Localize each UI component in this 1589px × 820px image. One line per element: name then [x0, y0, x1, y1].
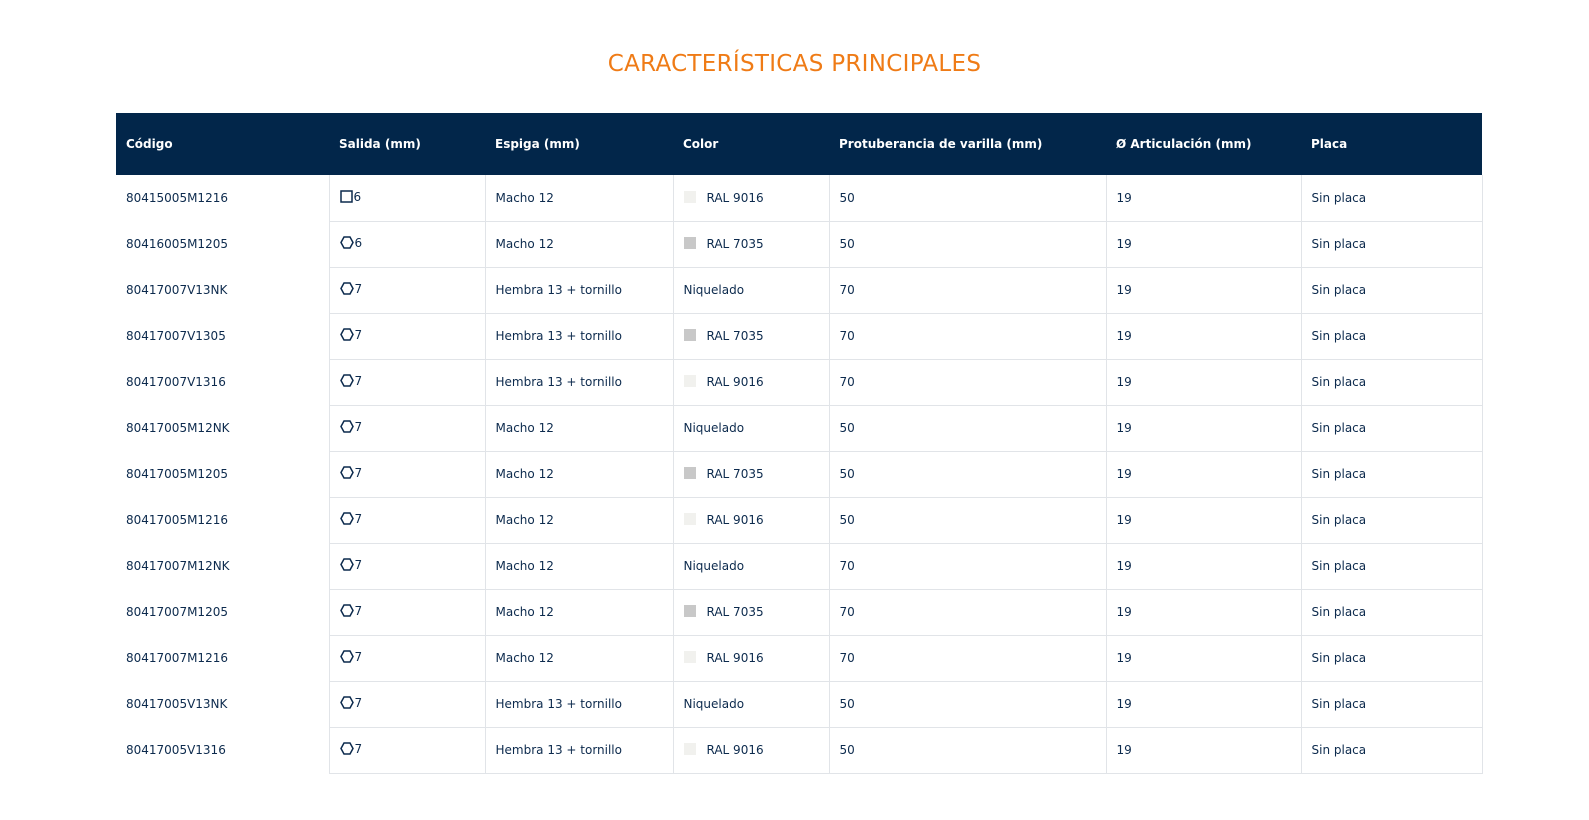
- cell-spigot: Hembra 13 + tornillo: [485, 313, 673, 359]
- cell-joint: 19: [1106, 313, 1301, 359]
- cell-outlet-value: 7: [354, 282, 363, 296]
- cell-color-value: RAL 9016: [706, 190, 764, 205]
- color-swatch: [684, 605, 696, 617]
- cell-color-value: RAL 7035: [706, 467, 764, 481]
- header-protrusion: Protuberancia de varilla (mm): [839, 137, 1043, 151]
- cell-protrusion: 70: [829, 313, 1106, 359]
- cell-color: [673, 221, 829, 267]
- cell-joint: 19: [1106, 543, 1301, 589]
- cell-code: 80417005V1316: [126, 743, 226, 757]
- cell-code: 80417007V1305: [126, 329, 226, 343]
- cell-code: 80417007V1316: [126, 375, 226, 389]
- cell-outlet-value: 6: [353, 189, 362, 204]
- cell-joint: 19: [1106, 727, 1301, 773]
- cell-plate: Sin placa: [1301, 221, 1482, 267]
- cell-joint: 19: [1106, 497, 1301, 543]
- hexagon-icon: [340, 742, 354, 758]
- table-row: [116, 635, 1482, 681]
- cell-outlet: [329, 359, 485, 405]
- cell-color-value: RAL 9016: [706, 651, 764, 665]
- cell-code: 80417007M1216: [126, 651, 228, 665]
- cell-plate: Sin placa: [1301, 589, 1482, 635]
- cell-joint: 19: [1106, 359, 1301, 405]
- cell-color: [673, 313, 829, 359]
- hexagon-icon: [340, 328, 354, 344]
- cell-protrusion: 50: [829, 175, 1106, 221]
- cell-protrusion: 70: [829, 359, 1106, 405]
- cell-outlet-value: 7: [354, 374, 363, 388]
- color-swatch: [684, 237, 696, 249]
- cell-outlet: [329, 497, 485, 543]
- color-swatch: [684, 375, 696, 387]
- cell-spigot: Macho 12: [485, 589, 673, 635]
- cell-outlet: [329, 405, 485, 451]
- cell-code: 80417005M1205: [126, 467, 228, 481]
- header-joint: Ø Articulación (mm): [1116, 137, 1252, 151]
- header-plate: Placa: [1311, 137, 1348, 151]
- table-row: [116, 267, 1482, 313]
- cell-plate: Sin placa: [1301, 175, 1482, 221]
- cell-outlet: [329, 175, 485, 221]
- table-row: [116, 359, 1482, 405]
- table-row: [116, 589, 1482, 635]
- cell-outlet-value: 6: [354, 236, 363, 250]
- cell-spigot: Macho 12: [485, 635, 673, 681]
- cell-spigot: Macho 12: [485, 543, 673, 589]
- cell-color-value: RAL 7035: [706, 237, 764, 251]
- cell-outlet: [329, 589, 485, 635]
- cell-joint: 19: [1106, 221, 1301, 267]
- cell-plate: Sin placa: [1301, 359, 1482, 405]
- cell-outlet: [329, 727, 485, 773]
- cell-color: [673, 589, 829, 635]
- cell-plate: Sin placa: [1301, 405, 1482, 451]
- header-outlet: Salida (mm): [339, 137, 421, 151]
- color-swatch: [684, 743, 696, 755]
- cell-code: 80417005M1216: [126, 513, 228, 527]
- cell-protrusion: 50: [829, 405, 1106, 451]
- hexagon-icon: [340, 466, 354, 482]
- cell-spigot: Macho 12: [485, 221, 673, 267]
- cell-color: [673, 497, 829, 543]
- header-code: Código: [126, 137, 173, 151]
- cell-outlet-value: 7: [354, 466, 363, 480]
- cell-code: 80417007V13NK: [126, 283, 228, 297]
- cell-protrusion: 50: [829, 497, 1106, 543]
- cell-outlet-value: 7: [354, 604, 363, 618]
- cell-plate: Sin placa: [1301, 681, 1482, 727]
- header-color: Color: [683, 137, 719, 151]
- cell-plate: Sin placa: [1301, 267, 1482, 313]
- cell-spigot: Hembra 13 + tornillo: [485, 359, 673, 405]
- cell-color-value: Niquelado: [683, 559, 745, 573]
- cell-code: 80417005M12NK: [126, 421, 230, 435]
- table-row: [116, 681, 1482, 727]
- cell-color: [673, 635, 829, 681]
- color-swatch: [684, 651, 696, 663]
- cell-plate: Sin placa: [1301, 543, 1482, 589]
- cell-spigot: Hembra 13 + tornillo: [485, 681, 673, 727]
- cell-plate: Sin placa: [1301, 635, 1482, 681]
- cell-plate: Sin placa: [1301, 497, 1482, 543]
- cell-spigot: Macho 12: [485, 175, 673, 221]
- color-swatch: [684, 329, 696, 341]
- cell-color-value: RAL 9016: [706, 743, 764, 757]
- cell-outlet: [329, 635, 485, 681]
- cell-outlet: [329, 221, 485, 267]
- cell-color: [673, 727, 829, 773]
- cell-joint: 19: [1106, 175, 1301, 221]
- cell-outlet-value: 7: [354, 558, 363, 572]
- cell-spigot: Hembra 13 + tornillo: [485, 267, 673, 313]
- table-header-row: [116, 113, 1482, 175]
- cell-outlet-value: 7: [354, 328, 363, 342]
- color-swatch: [684, 467, 696, 479]
- hexagon-icon: [340, 650, 354, 666]
- hexagon-icon: [340, 420, 354, 436]
- table-row: [116, 543, 1482, 589]
- cell-color: [673, 175, 829, 221]
- page-title: CARACTERÍSTICAS PRINCIPALES: [607, 51, 982, 78]
- cell-joint: 19: [1106, 681, 1301, 727]
- table-row: [116, 497, 1482, 543]
- table-row: [116, 313, 1482, 359]
- header-spigot: Espiga (mm): [495, 137, 580, 151]
- cell-color-value: Niquelado: [683, 421, 745, 435]
- cell-color-value: Niquelado: [683, 283, 745, 297]
- cell-spigot: Macho 12: [485, 497, 673, 543]
- cell-color-value: RAL 7035: [706, 605, 764, 619]
- cell-color: [673, 543, 829, 589]
- table-row: [116, 221, 1482, 267]
- cell-protrusion: 50: [829, 681, 1106, 727]
- cell-protrusion: 50: [829, 221, 1106, 267]
- cell-outlet-value: 7: [354, 512, 363, 526]
- cell-color: [673, 451, 829, 497]
- cell-code: 80416005M1205: [126, 237, 228, 251]
- cell-protrusion: 70: [829, 267, 1106, 313]
- hexagon-icon: [340, 696, 354, 712]
- cell-outlet-value: 7: [354, 420, 363, 434]
- cell-outlet-value: 7: [354, 650, 363, 664]
- cell-color-value: RAL 9016: [706, 375, 764, 389]
- cell-plate: Sin placa: [1301, 313, 1482, 359]
- cell-outlet: [329, 543, 485, 589]
- cell-code: 80415005M1216: [126, 191, 228, 205]
- cell-outlet: [329, 313, 485, 359]
- hexagon-icon: [340, 282, 354, 298]
- cell-color-value: RAL 9016: [706, 513, 764, 527]
- hexagon-icon: [340, 236, 354, 252]
- hexagon-icon: [340, 512, 354, 528]
- hexagon-icon: [340, 558, 354, 574]
- hexagon-icon: [340, 374, 354, 390]
- cell-plate: Sin placa: [1301, 727, 1482, 773]
- cell-outlet-value: 7: [354, 696, 363, 710]
- cell-outlet-value: 7: [354, 742, 363, 756]
- table-row: [116, 405, 1482, 451]
- cell-joint: 19: [1106, 267, 1301, 313]
- cell-outlet: [329, 681, 485, 727]
- color-swatch: [684, 513, 696, 525]
- cell-color-value: Niquelado: [683, 697, 745, 711]
- square-icon: [340, 190, 353, 206]
- cell-plate: Sin placa: [1301, 451, 1482, 497]
- table-row: [116, 451, 1482, 497]
- cell-code: 80417005V13NK: [126, 697, 228, 711]
- specs-table: [116, 113, 1483, 774]
- cell-protrusion: 50: [829, 727, 1106, 773]
- cell-joint: 19: [1106, 635, 1301, 681]
- cell-protrusion: 70: [829, 543, 1106, 589]
- cell-spigot: Macho 12: [485, 405, 673, 451]
- cell-protrusion: 70: [829, 589, 1106, 635]
- cell-outlet: [329, 451, 485, 497]
- table-row: [116, 175, 1482, 221]
- cell-color-value: RAL 7035: [706, 329, 764, 343]
- cell-joint: 19: [1106, 589, 1301, 635]
- cell-color: [673, 405, 829, 451]
- table-row: [116, 727, 1482, 773]
- cell-color: [673, 359, 829, 405]
- cell-code: 80417007M1205: [126, 605, 228, 619]
- cell-code: 80417007M12NK: [126, 559, 230, 573]
- cell-color: [673, 681, 829, 727]
- cell-color: [673, 267, 829, 313]
- cell-protrusion: 70: [829, 635, 1106, 681]
- color-swatch: [684, 191, 696, 203]
- cell-protrusion: 50: [829, 451, 1106, 497]
- cell-joint: 19: [1106, 451, 1301, 497]
- cell-spigot: Hembra 13 + tornillo: [485, 727, 673, 773]
- cell-outlet: [329, 267, 485, 313]
- hexagon-icon: [340, 604, 354, 620]
- cell-spigot: Macho 12: [485, 451, 673, 497]
- cell-joint: 19: [1106, 405, 1301, 451]
